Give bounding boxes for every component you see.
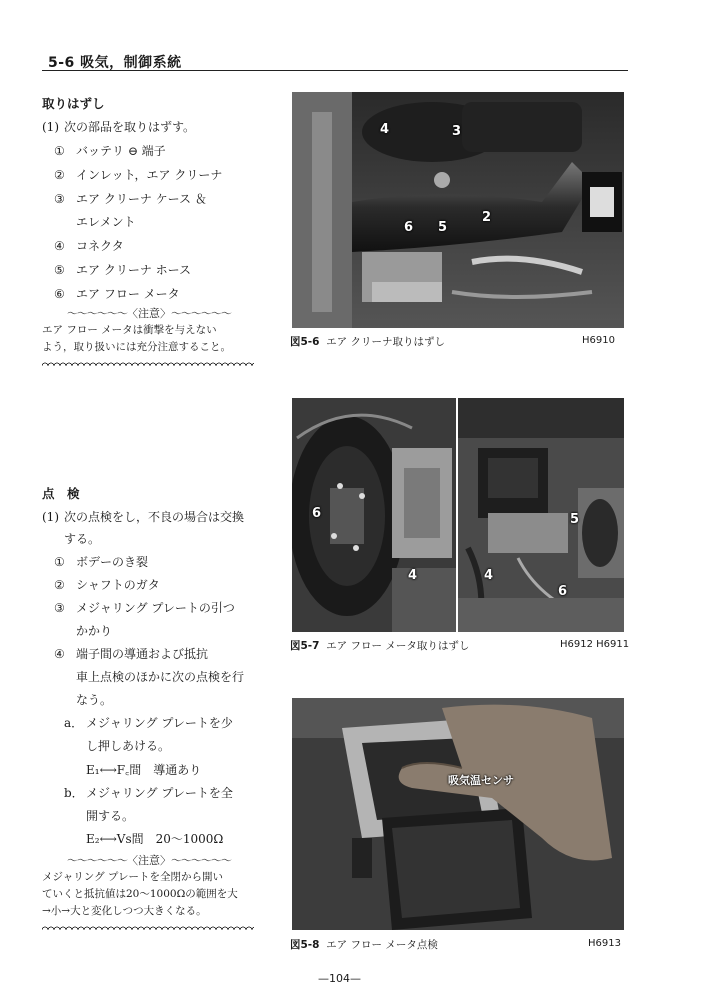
inspection-step-1-cont: する。 [64,532,101,546]
inspection-item: なう。 [76,693,113,707]
inspection-sub-item: し押しあける。 [86,739,171,753]
figure-5-6-caption: 図5-6 エア クリーナ取りはずし [290,336,446,348]
removal-section-title: 取りはずし [42,96,105,111]
removal-step-1-num: (1) [42,120,59,134]
removal-step-1-text: 次の部品を取りはずす。 [64,120,196,134]
callout-marker: 6 [312,506,322,521]
inspection-section-title: 点 検 [42,486,80,501]
removal-item: ④ コネクタ [54,239,124,253]
removal-caution-label: 〈注意〉 [127,307,171,320]
caution-end-rule [42,924,254,930]
caution-end-rule [42,360,254,366]
inspection-sub-item: b． メジャリング プレートを全 [64,786,233,800]
page-number: —104— [318,972,361,985]
inspection-sub-item: E₂⟷Vs間 20～1000Ω [86,832,224,846]
callout-marker: 6 [558,584,568,599]
wave-ornament: 〜〜〜〜〜〜 [171,854,231,867]
callout-marker: 4 [408,568,418,583]
removal-caution-heading [42,305,256,321]
page-header-title: 5-6 吸気，制御系統 [48,55,182,71]
callout-marker-intake-temp-sensor: 吸気温センサ [448,774,514,787]
removal-step-1 [42,118,195,135]
callout-marker: 3 [452,124,462,139]
callout-marker: 5 [438,220,448,235]
inspection-item: 車上点検のほかに次の点検を行 [76,670,245,684]
removal-item: ⑥ エア フロー メータ [54,287,180,301]
wave-ornament: 〜〜〜〜〜〜 [67,307,127,320]
inspection-caution-label: 〈注意〉 [127,854,171,867]
header-rule [42,70,628,71]
inspection-caution-heading [42,852,256,868]
removal-item: ② インレット，エア クリーナ [54,168,223,182]
inspection-item: ③ メジャリング プレートの引つ [54,601,235,615]
air-flow-meter-inspection-photo-illustration [292,698,624,930]
inspection-step-1: (1) 次の点検をし，不良の場合は交換 [42,510,245,524]
figure-5-8-code: H6913 [588,938,621,949]
figure-5-6-photo [292,92,624,328]
callout-marker: 5 [570,512,580,527]
inspection-sub-item: a． メジャリング プレートを少 [64,716,233,730]
inspection-item: かかり [76,624,113,638]
inspection-sub-item: 開する。 [86,809,135,823]
inspection-item: ④ 端子間の導通および抵抗 [54,647,209,661]
air-flow-meter-right-photo-illustration [458,398,624,632]
figure-5-7-photo-right [458,398,624,632]
figure-5-7-code: H6912 H6911 [560,639,630,650]
removal-item: ③ エア クリーナ ケース ＆ [54,192,207,206]
removal-item: ⑤ エア クリーナ ホース [54,263,192,277]
callout-marker: 6 [404,220,414,235]
callout-marker: 4 [484,568,494,583]
inspection-item: ② シャフトのガタ [54,578,160,592]
inspection-item: ① ボデーのき裂 [54,555,149,569]
callout-marker: 2 [482,210,492,225]
inspection-caution-text: メジャリング プレートを全閉から開い ていくと抵抗値は20～1000Ωの範囲を大 →小→大と変化しつつ大きくなる。 [42,871,238,917]
figure-5-8-caption: 図5-8 エア フロー メータ点検 [290,939,438,951]
removal-caution-text: エア フロー メータは衝撃を与えない よう，取り扱いには充分注意すること。 [42,324,231,353]
figure-5-7-photo-left [292,398,456,632]
figure-5-6-code: H6910 [582,335,615,346]
callout-marker: 4 [380,122,390,137]
removal-item: エレメント [76,215,136,229]
wave-ornament: 〜〜〜〜〜〜 [171,307,231,320]
figure-5-8-photo [292,698,624,930]
inspection-sub-item: E₁⟷F꜀間 導通あり [86,763,202,777]
wave-ornament: 〜〜〜〜〜〜 [67,854,127,867]
removal-item: ① バッテリ ⊖ 端子 [54,144,166,158]
figure-5-7-caption: 図5-7 エア フロー メータ取りはずし [290,640,470,652]
